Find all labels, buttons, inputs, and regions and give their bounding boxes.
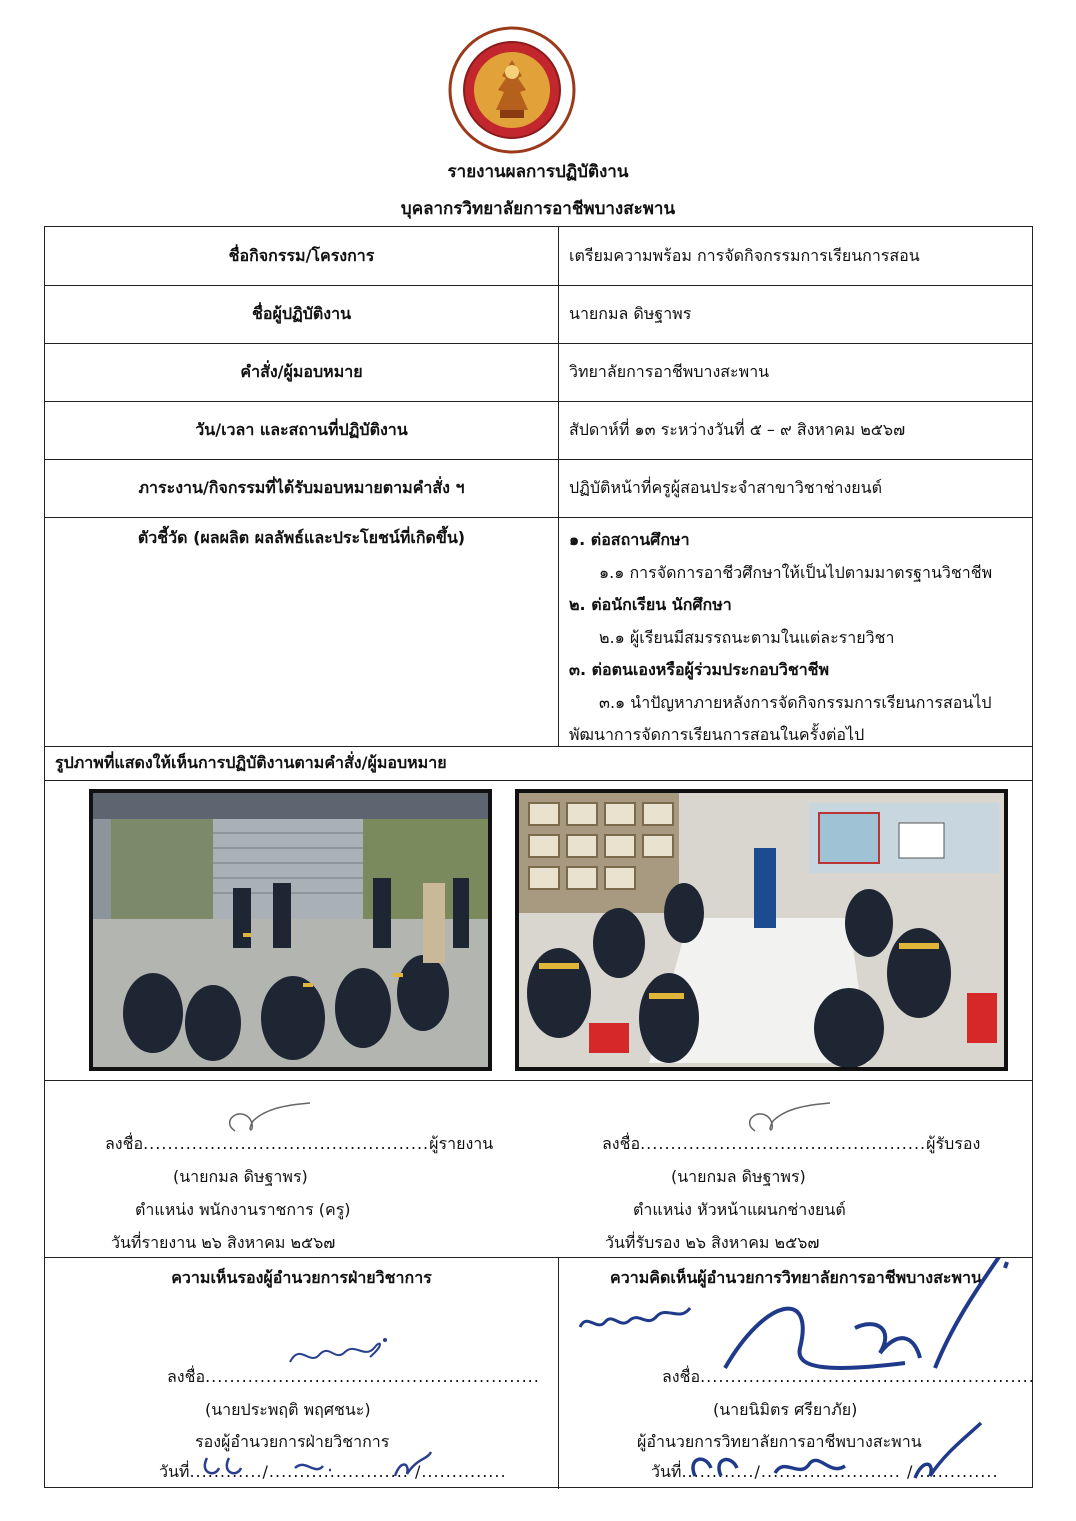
sign-dots: ....................................................... <box>205 1367 540 1386</box>
sign-prefix: ลงชื่อ <box>662 1367 701 1386</box>
row-label: วัน/เวลา และสถานที่ปฏิบัติงาน <box>195 420 408 439</box>
sign-prefix: ลงชื่อ <box>602 1134 641 1153</box>
indicators-list <box>569 524 1026 752</box>
indicator-heading: ๓. ต่อตนเองหรือผู้ร่วมประกอบวิชาชีพ <box>569 660 830 679</box>
classroom-photo <box>515 789 1008 1071</box>
sign-dots: ............................................... <box>143 1134 430 1153</box>
date-prefix: วันที่ <box>651 1462 682 1481</box>
row-photos <box>45 781 1032 1081</box>
row-signatures <box>45 1081 1032 1258</box>
report-form <box>44 226 1033 1488</box>
sign-dots: ....................................................... <box>700 1367 1035 1386</box>
indicator-item: ๒.๑ ผู้เรียนมีสมรรถนะตามในแต่ละรายวิชา <box>599 627 895 647</box>
row-activity <box>45 227 1032 286</box>
row-label: ภาระงาน/กิจกรรมที่ได้รับมอบหมายตามคำสั่ง ฯ <box>138 478 465 497</box>
reporter-position: ตำแหน่ง พนักงานราชการ (ครู) <box>135 1200 351 1219</box>
deputy-name: (นายประพฤติ พฤศชนะ) <box>205 1400 371 1419</box>
date-prefix: วันที่ <box>159 1462 190 1481</box>
report-title: รายงานผลการปฏิบัติงาน <box>447 162 629 182</box>
reporter-date: วันที่รายงาน ๒๖ สิงหาคม ๒๕๖๗ <box>111 1233 336 1252</box>
row-value: เตรียมความพร้อม การจัดกิจกรรมการเรียนการสอน <box>569 245 920 265</box>
reporter-name: (นายกมล ดิษฐาพร) <box>173 1167 308 1186</box>
row-assignment <box>45 460 1032 518</box>
date-dots: ............/....................... /.............. <box>681 1462 999 1481</box>
row-photo-heading <box>45 747 1032 781</box>
sign-dots: ............................................... <box>640 1134 927 1153</box>
date-dots: ............/....................... /.............. <box>189 1462 507 1481</box>
director-handwritten-date <box>685 1418 985 1488</box>
college-seal-logo <box>448 26 576 154</box>
certifier-name: (นายกมล ดิษฐาพร) <box>671 1167 806 1186</box>
row-label: ชื่อกิจกรรม/โครงการ <box>228 245 375 265</box>
row-order <box>45 344 1032 402</box>
deputy-sign-line <box>167 1365 540 1390</box>
sign-role: ผู้รับรอง <box>926 1134 981 1153</box>
director-name: (นายนิมิตร ศรียาภัย) <box>713 1400 858 1419</box>
indicators-label: ตัวชี้วัด (ผลผลิต ผลลัพธ์และประโยชน์ที่เกิดขึ้น) <box>137 528 466 547</box>
certifier-sign-line <box>602 1132 980 1157</box>
indicator-heading: ๒. ต่อนักเรียน นักศึกษา <box>569 595 732 614</box>
indicator-item: ๑.๑ การจัดการอาชีวศึกษาให้เป็นไปตามมาตรฐานวิชาชีพ <box>599 562 993 582</box>
sign-prefix: ลงชื่อ <box>105 1134 144 1153</box>
workshop-photo <box>89 789 492 1071</box>
director-heading: ความคิดเห็นผู้อำนวยการวิทยาลัยการอาชีพบางสะพาน <box>610 1268 982 1287</box>
row-label: คำสั่ง/ผู้มอบหมาย <box>240 362 363 381</box>
director-comment-image <box>575 1302 695 1342</box>
row-value: วิทยาลัยการอาชีพบางสะพาน <box>569 362 770 381</box>
row-label: ชื่อผู้ปฏิบัติงาน <box>251 304 352 323</box>
indicator-heading: ๑. ต่อสถานศึกษา <box>569 530 690 549</box>
sign-prefix: ลงชื่อ <box>167 1367 206 1386</box>
row-value: ปฏิบัติหน้าที่ครูผู้สอนประจำสาขาวิชาช่างยนต์ <box>569 478 883 497</box>
row-value: นายกมล ดิษฐาพร <box>569 304 692 323</box>
row-approvals <box>45 1258 1035 1489</box>
certifier-date: วันที่รับรอง ๒๖ สิงหาคม ๒๕๖๗ <box>605 1233 820 1252</box>
sign-role: ผู้รายงาน <box>429 1134 494 1153</box>
deputy-heading: ความเห็นรองผู้อำนวยการฝ่ายวิชาการ <box>171 1268 432 1287</box>
indicator-item-continued: พัฒนาการจัดการเรียนการสอนในครั้งต่อไป <box>569 725 865 744</box>
row-value: สัปดาห์ที่ ๑๓ ระหว่างวันที่ ๕ – ๙ สิงหาคม ๒๕๖๗ <box>569 420 906 439</box>
director-position: ผู้อำนวยการวิทยาลัยการอาชีพบางสะพาน <box>637 1432 922 1451</box>
row-date-place <box>45 402 1032 460</box>
row-indicators <box>45 518 1032 747</box>
indicator-item: ๓.๑ นำปัญหาภายหลังการจัดกิจกรรมการเรียนการสอนไป <box>599 692 992 712</box>
certifier-position: ตำแหน่ง หัวหน้าแผนกช่างยนต์ <box>633 1200 846 1219</box>
director-sign-line <box>662 1365 1035 1390</box>
photos-heading: รูปภาพที่แสดงให้เห็นการปฏิบัติงานตามคำสั่ง/ผู้มอบหมาย <box>55 753 447 772</box>
report-subtitle: บุคลากรวิทยาลัยการอาชีพบางสะพาน <box>400 199 676 219</box>
deputy-handwritten-date <box>195 1448 445 1484</box>
deputy-position: รองผู้อำนวยการฝ่ายวิชาการ <box>195 1432 390 1451</box>
row-performer <box>45 286 1032 344</box>
reporter-sign-line <box>105 1132 493 1157</box>
